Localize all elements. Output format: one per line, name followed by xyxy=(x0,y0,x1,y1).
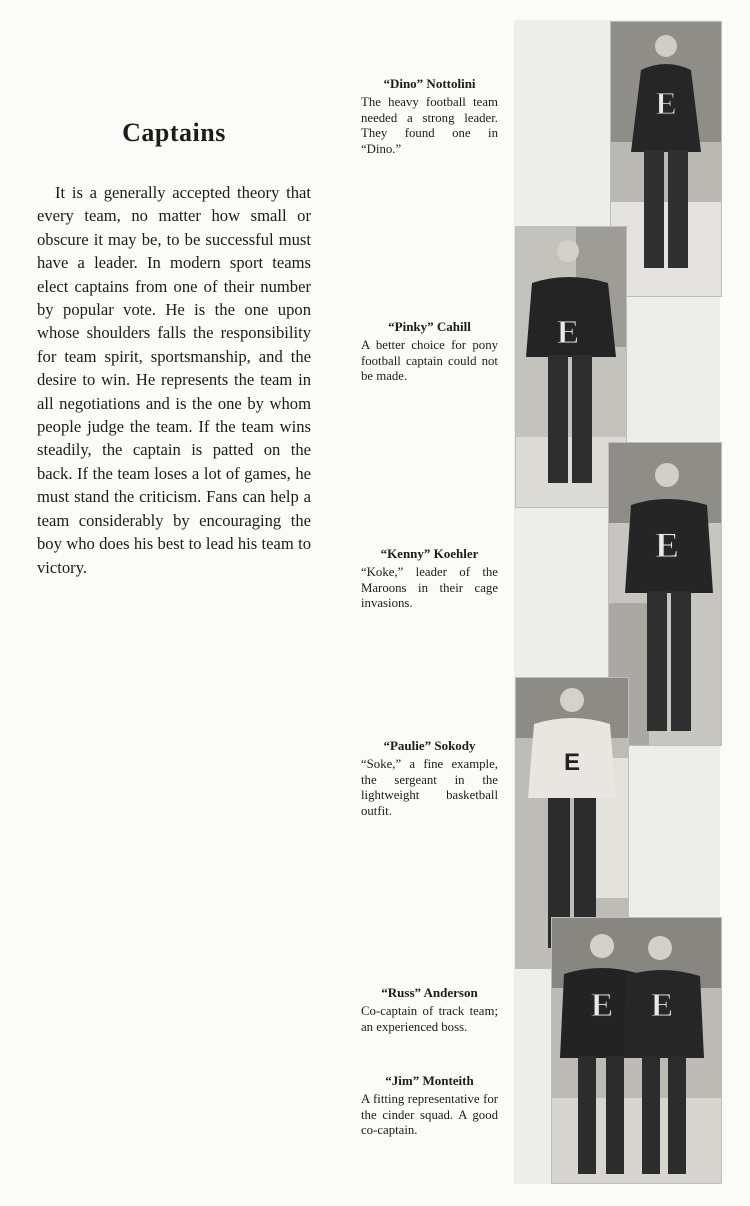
captain-caption-nottolini xyxy=(361,76,498,157)
intro-paragraph: It is a generally accepted theory that every team, no matter how small or obscure it may be, to be successful must have a leader. In modern sport teams elect captains from one of their number by popular vote. He is the one upon whose shoulders falls the responsibility for team spirit, sportsmanship, and the desire to win. He represents the team in all negotiations and is the one by whom people judge the team. If the team wins steadily, the captain is patted on the back. If the team loses a lot of games, he must stand the criticism. Fans can help a team considerably by encouraging the boy who does his best to lead his team to victory. xyxy=(37,183,311,577)
sweater-letter: E xyxy=(654,525,680,565)
sweater-letter: E xyxy=(650,987,674,1024)
captain-name: “Jim” Monteith xyxy=(385,1073,474,1088)
captain-description: Co-captain of track team; an experienced boss. xyxy=(361,1004,498,1034)
captain-name: “Russ” Anderson xyxy=(381,985,478,1000)
captain-description: A better choice for pony football captain could not be made. xyxy=(361,338,498,384)
captain-description: The heavy football team needed a strong leader. They found one in “Dino.” xyxy=(361,95,498,156)
captain-name: “Pinky” Cahill xyxy=(388,319,471,334)
sweater-letter: E xyxy=(556,314,580,351)
captain-name: “Dino” Nottolini xyxy=(383,76,476,91)
captain-caption-sokody xyxy=(361,738,498,819)
captain-name: “Paulie” Sokody xyxy=(383,738,476,753)
page-title: Captains xyxy=(122,118,226,147)
captain-description: A fitting representative for the cinder squad. A good co-captain. xyxy=(361,1092,498,1138)
captain-description: “Koke,” leader of the Maroons in their cage invasions. xyxy=(361,565,498,611)
sweater-letter: E xyxy=(590,987,614,1024)
captain-caption-koehler xyxy=(361,546,498,612)
captain-name: “Kenny” Koehler xyxy=(380,546,479,561)
photo-anderson-monteith xyxy=(551,917,722,1184)
captain-caption-monteith xyxy=(361,1073,498,1139)
sweater-letter: E xyxy=(563,749,581,776)
captain-caption-cahill xyxy=(361,319,498,385)
captain-description: “Soke,” a fine example, the sergeant in the lightweight basketball outfit. xyxy=(361,757,498,818)
sweater-letter: E xyxy=(655,85,677,121)
captain-caption-anderson xyxy=(361,985,498,1035)
